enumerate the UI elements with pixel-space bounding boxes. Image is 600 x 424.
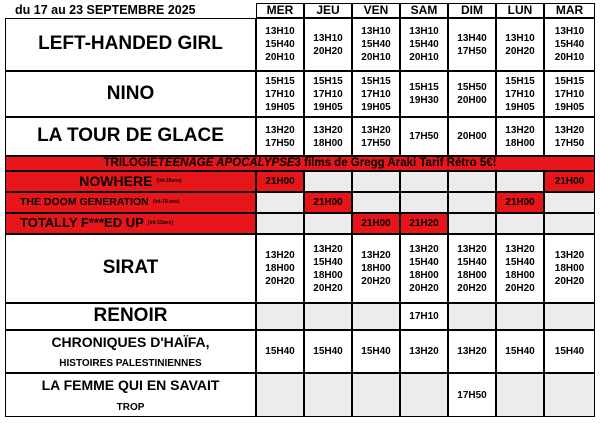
showtime: 20H20 [457,282,487,294]
showtime: 18H00 [361,263,391,274]
showtime: 17H50 [409,131,439,142]
showtime-cell [304,330,352,373]
film-title-cell [5,18,256,71]
film-subtitle: HISTOIRES PALESTINIENNES [59,358,202,370]
showtime-cell [256,373,304,417]
trilogy-showtime-cell [352,171,400,192]
showtime: 18H00 [313,269,343,281]
trilogy-showtime-cell [544,171,595,192]
showtime: 15H15 [265,75,295,87]
film-title: SIRAT [102,257,159,279]
film-title-cell [5,330,256,373]
showtime: 13H10 [265,26,295,37]
showtime: 13H10 [554,26,585,37]
trilogy-showtime-cell [448,171,496,192]
showtime-cell [496,117,544,156]
showtime: 20H00 [457,131,487,142]
showtime: 13H20 [554,124,585,136]
showtime-cell [400,18,448,71]
showtime: 21H20 [409,218,439,229]
showtime-cell [352,117,400,156]
showtime: 15H40 [265,346,295,357]
showtime: 15H15 [505,75,535,87]
showtime: 20H10 [265,52,295,63]
showtime: 19H05 [361,101,391,113]
showtime-cell [496,373,544,417]
showtime: 17H10 [505,88,535,100]
showtime-cell [448,18,496,71]
showtime: 17H10 [265,88,295,100]
showtime-cell [304,303,352,330]
trilogy-showtime-cell [256,192,304,213]
showtime: 18H00 [457,269,487,281]
showtime: 20H20 [409,282,439,294]
showtime: 13H20 [313,124,343,136]
trilogy-showtime-cell [496,213,544,234]
showtime: 13H20 [554,250,585,261]
showtime: 15H40 [505,346,535,357]
showtime: 13H10 [505,32,535,44]
showtime: 19H30 [409,95,439,106]
trilogy-film-title-cell [5,192,256,213]
showtime: 13H10 [409,26,439,37]
trilogy-film-title: TOTALLY F***ED UP [20,215,144,231]
film-subtitle: TROP [116,401,145,413]
showtime: 17H50 [457,45,487,57]
trilogy-showtime-cell [256,213,304,234]
trilogy-showtime-cell [352,192,400,213]
trilogy-showtime-cell [352,213,400,234]
showtime-cell [400,303,448,330]
showtime-cell [256,330,304,373]
showtime: 20H20 [505,282,535,294]
showtime: 15H40 [554,346,585,357]
showtime-cell [400,71,448,117]
showtime-cell [496,71,544,117]
showtime: 17H50 [554,137,585,149]
showtime: 13H20 [313,243,343,255]
showtime: 18H00 [313,137,343,149]
trilogy-showtime-cell [304,192,352,213]
showtime: 17H10 [409,311,439,322]
film-title-cell [5,373,256,417]
showtime: 15H15 [409,82,439,93]
showtime-cell [448,330,496,373]
trilogy-film-title-cell [5,171,256,192]
showtime: 13H20 [505,124,535,136]
showtime: 15H40 [505,256,535,268]
trilogy-showtime-cell [400,192,448,213]
showtime: 15H15 [361,75,391,87]
showtime: 17H10 [361,88,391,100]
showtime: 13H20 [409,346,439,357]
showtime: 17H10 [554,88,585,100]
showtime-cell [256,117,304,156]
film-title-cell [5,117,256,156]
trilogy-showtime-cell [448,213,496,234]
showtime: 13H20 [265,124,295,136]
showtime: 15H40 [409,39,439,50]
trilogy-banner [5,156,595,171]
showtime: 21H00 [505,197,535,208]
showtime: 17H10 [313,88,343,100]
showtime-cell [544,234,595,303]
showtime: 20H20 [361,276,391,287]
showtime-cell [400,234,448,303]
showtime: 18H00 [409,269,439,281]
showtime: 13H20 [409,243,439,255]
showtime-cell [352,303,400,330]
trilogy-film-title-cell [5,213,256,234]
showtime-cell [544,18,595,71]
trilogy-showtime-cell [496,171,544,192]
showtime: 19H05 [505,101,535,113]
showtime-cell [256,234,304,303]
showtime-cell [544,71,595,117]
age-rating: (int-16ans) [156,178,182,185]
showtime: 18H00 [554,263,585,274]
showtime-cell [352,330,400,373]
trilogy-series-name: TEENAGE APOCALYPSE [157,157,295,170]
showtime-cell [256,303,304,330]
showtime-cell [304,18,352,71]
showtime-cell [448,373,496,417]
showtime: 13H40 [457,32,487,44]
showtime: 15H40 [313,256,343,268]
showtime: 15H15 [554,75,585,87]
showtime: 13H10 [361,26,391,37]
showtime-cell [448,71,496,117]
showtime: 20H20 [313,282,343,294]
showtime: 15H50 [457,82,487,93]
trilogy-showtime-cell [304,213,352,234]
showtime: 15H40 [265,39,295,50]
showtime: 15H40 [554,39,585,50]
showtime: 18H00 [505,269,535,281]
showtime: 17H50 [361,137,391,149]
showtime: 13H20 [361,250,391,261]
trilogy-showtime-cell [496,192,544,213]
showtime-cell [352,18,400,71]
showtime-cell [544,303,595,330]
showtime: 17H50 [265,137,295,149]
film-title-cell [5,303,256,330]
showtime-cell [400,330,448,373]
trilogy-details: 3 films de Gregg Araki Tarif Rétro 5€! [294,157,497,170]
showtime-cell [496,330,544,373]
trilogy-showtime-cell [448,192,496,213]
showtime-cell [448,234,496,303]
day-header-mer: MER [256,3,304,18]
showtime: 13H20 [505,243,535,255]
day-header-lun: LUN [496,3,544,18]
showtime-cell [496,303,544,330]
showtime-cell [352,373,400,417]
showtime: 19H05 [313,101,343,113]
showtime-cell [448,117,496,156]
age-rating: (int-12ans) [147,220,174,227]
film-title: NINO [106,82,155,104]
showtime-cell [304,117,352,156]
showtime-cell [496,18,544,71]
showtime-cell [448,303,496,330]
showtime: 13H20 [265,250,295,261]
age-rating: (int-16 ans) [152,199,180,206]
showtime: 15H40 [457,256,487,268]
showtime: 20H20 [265,276,295,287]
showtime-cell [256,71,304,117]
film-title-cell [5,71,256,117]
showtime: 15H40 [409,256,439,268]
showtime: 15H40 [361,39,391,50]
showtime: 15H15 [313,75,343,87]
showtime: 18H00 [265,263,295,274]
trilogy-prefix: TRILOGIE [103,157,158,170]
film-title: CHRONIQUES D'HAÏFA, [51,333,210,350]
showtime: 19H05 [554,101,585,113]
film-title-cell [5,234,256,303]
showtime-cell [400,117,448,156]
showtime: 15H40 [313,346,343,357]
showtime: 20H20 [313,45,343,57]
film-title: LA FEMME QUI EN SAVAIT [41,377,220,394]
showtime: 21H00 [265,176,295,187]
showtime: 21H00 [313,197,343,208]
trilogy-showtime-cell [304,171,352,192]
showtime: 15H40 [361,346,391,357]
showtime: 18H00 [505,137,535,149]
showtime: 21H00 [361,218,391,229]
showtime: 20H10 [361,52,391,63]
showtime-cell [544,373,595,417]
showtime-cell [304,234,352,303]
showtime-cell [352,234,400,303]
day-header-mar: MAR [544,3,595,18]
trilogy-showtime-cell [544,213,595,234]
showtime-cell [544,330,595,373]
trilogy-showtime-cell [400,213,448,234]
trilogy-showtime-cell [544,192,595,213]
showtime: 20H20 [505,45,535,57]
showtime: 20H10 [554,52,585,63]
trilogy-showtime-cell [256,171,304,192]
showtime-cell [304,373,352,417]
film-title: LA TOUR DE GLACE [37,125,224,147]
showtime-cell [544,117,595,156]
showtime: 20H20 [554,276,585,287]
showtime: 20H00 [457,95,487,106]
showtime: 20H10 [409,52,439,63]
showtime-cell [352,71,400,117]
schedule-grid [5,3,595,417]
showtime: 21H00 [554,176,585,187]
showtime-cell [496,234,544,303]
day-header-dim: DIM [448,3,496,18]
showtime: 13H20 [457,243,487,255]
showtime: 13H20 [457,346,487,357]
date-range-header: du 17 au 23 SEPTEMBRE 2025 [15,3,196,18]
showtime: 13H20 [361,124,391,136]
film-title: RENOIR [93,305,168,327]
showtime: 17H50 [457,389,487,401]
trilogy-film-title: THE DOOM GENERATION [20,195,149,208]
trilogy-film-title: NOWHERE [79,173,153,190]
showtime: 19H05 [265,101,295,113]
showtime-cell [304,71,352,117]
day-header-sam: SAM [400,3,448,18]
showtime-cell [256,18,304,71]
film-title: LEFT-HANDED GIRL [38,33,223,55]
showtime-cell [400,373,448,417]
day-header-jeu: JEU [304,3,352,18]
showtime: 13H10 [313,32,343,44]
day-header-ven: VEN [352,3,400,18]
trilogy-showtime-cell [400,171,448,192]
